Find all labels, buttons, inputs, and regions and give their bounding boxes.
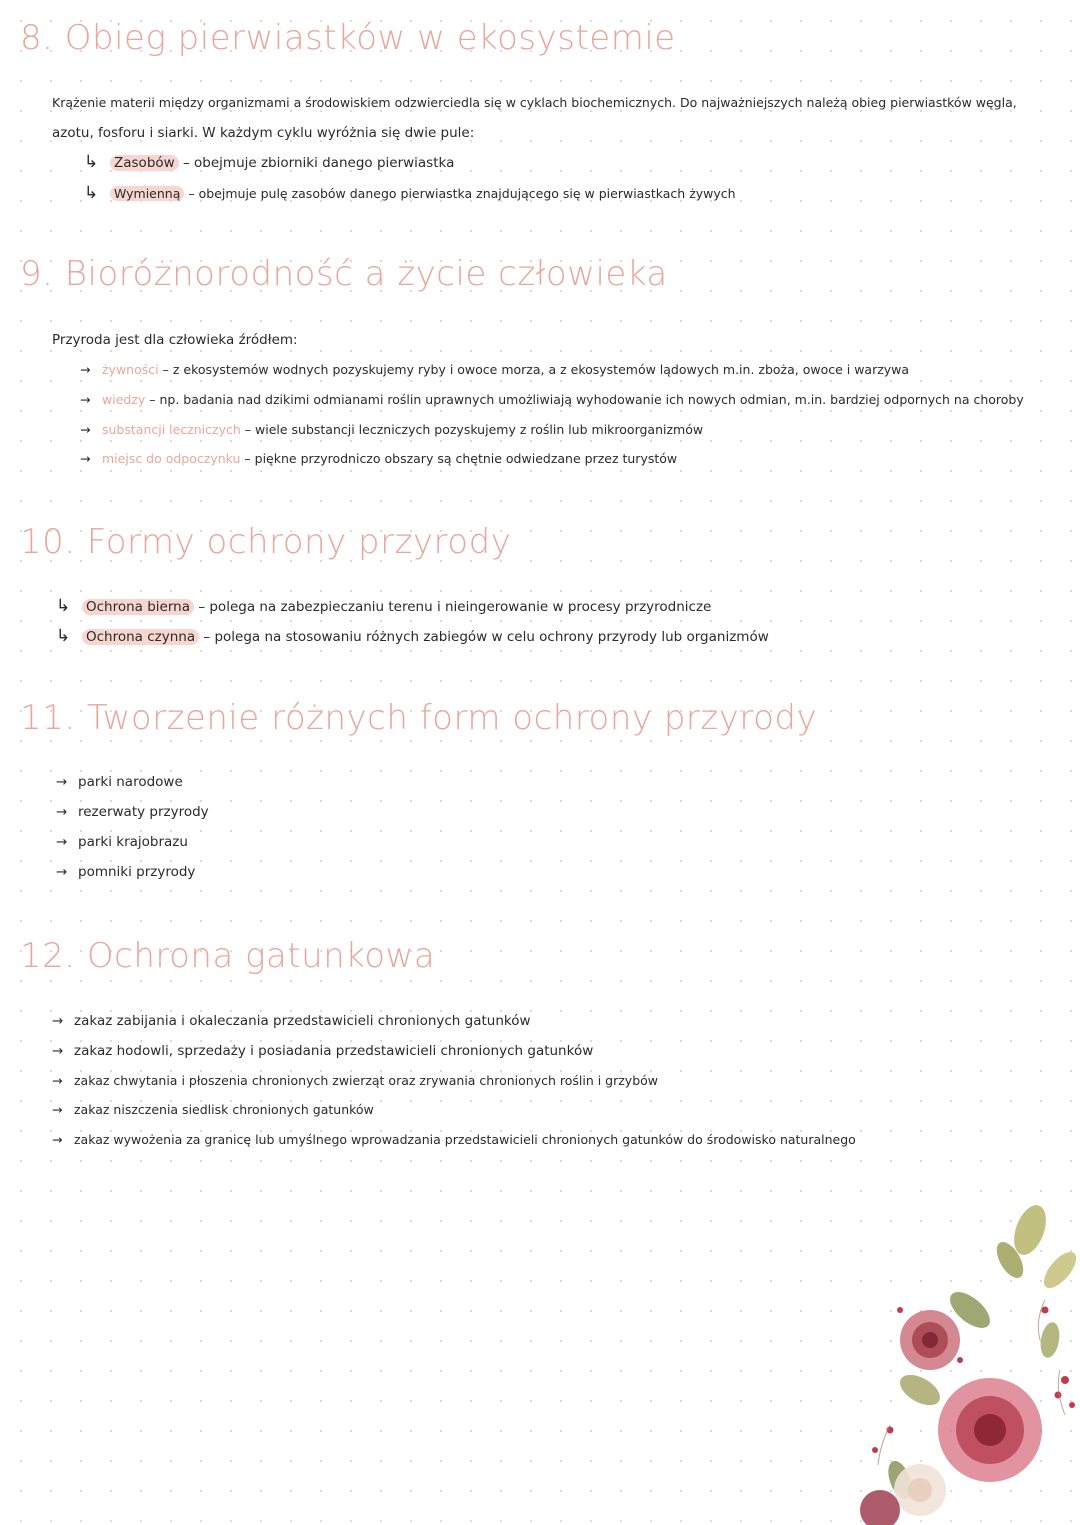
hook-arrow-icon: ↳ [56,626,71,646]
section-12-item-5: → zakaz wywożenia za granicę lub umyślnego wprowadzania przedstawicieli chronionych gatunków do środowisko naturalnego [52,1132,856,1147]
term-ochrona-bierna: Ochrona bierna [82,599,194,615]
section-8-item-1: ↳ Zasobów – obejmuje zbiorniki danego pierwiastka [84,152,455,172]
section-10-item-1: ↳ Ochrona bierna – polega na zabezpieczaniu terenu i nieingerowanie w procesy przyrodnicze [56,596,712,616]
section-12-item-3: → zakaz chwytania i płoszenia chronionych zwierząt oraz zrywania chronionych roślin i grzybów [52,1073,659,1088]
arrow-icon: → [56,774,68,790]
arrow-icon: → [52,1102,63,1117]
arrow-icon: → [80,362,91,377]
section-8-paragraph-line-2: azotu, fosforu i siarki. W każdym cyklu wyróżnia się dwie pule: [52,125,475,141]
section-11-title: 11. Tworzenie różnych form ochrony przyrody [20,698,818,738]
term-zywnosci: żywności [102,362,159,377]
arrow-icon: → [80,392,91,407]
term-substancji-leczniczych: substancji leczniczych [102,422,241,437]
arrow-icon: → [56,834,68,850]
section-9-title: 9. Bioróżnorodność a życie człowieka [20,254,668,294]
term-wymienna: Wymienną [110,186,184,201]
section-8-item-2: ↳ Wymienną – obejmuje pulę zasobów danego pierwiastka znajdującego się w pierwiastkach żywych [84,183,736,203]
flower-decoration-icon [860,1190,1080,1525]
arrow-icon: → [52,1073,63,1088]
section-10-title: 10. Formy ochrony przyrody [20,522,512,562]
section-8-paragraph-line-1: Krążenie materii między organizmami a środowiskiem odzwierciedla się w cyklach biochemicznych. Do najważniejszych należą obieg pierwiastków węgla, [52,95,1017,110]
section-12-item-4: → zakaz niszczenia siedlisk chronionych gatunków [52,1102,374,1117]
section-9-intro: Przyroda jest dla człowieka źródłem: [52,332,298,348]
arrow-icon: → [52,1013,64,1029]
term-zasobow: Zasobów [110,155,179,171]
section-9-item-4: → miejsc do odpoczynku – piękne przyrodniczo obszary są chętnie odwiedzane przez turystów [80,451,678,466]
arrow-icon: → [56,804,68,820]
section-9-item-1: → żywności – z ekosystemów wodnych pozyskujemy ryby i owoce morza, a z ekosystemów lądowych m.in. zboża, owoce i warzywa [80,362,910,377]
term-ochrona-czynna: Ochrona czynna [82,629,199,645]
section-12-item-2: → zakaz hodowli, sprzedaży i posiadania przedstawicieli chronionych gatunków [52,1043,594,1059]
item-description: piękne przyrodniczo obszary są chętnie odwiedzane przez turystów [254,451,678,466]
term-miejsc-do-odpoczynku: miejsc do odpoczynku [102,451,241,466]
item-description: obejmuje zbiorniki danego pierwiastka [194,155,455,171]
term-wiedzy: wiedzy [102,392,146,407]
section-11-item-2: → rezerwaty przyrody [56,804,209,820]
section-12-title: 12. Ochrona gatunkowa [20,936,436,976]
section-11-item-3: → parki krajobrazu [56,834,188,850]
section-11-item-1: → parki narodowe [56,774,183,790]
item-description: obejmuje pulę zasobów danego pierwiastka znajdującego się w pierwiastkach żywych [198,186,736,201]
hook-arrow-icon: ↳ [84,183,99,203]
item-description: np. badania nad dzikimi odmianami roślin uprawnych umożliwiają wyhodowanie ich nowych odmian, m.in. bardziej odpornych na choroby [159,392,1024,407]
hook-arrow-icon: ↳ [84,152,99,172]
item-description: wiele substancji leczniczych pozyskujemy z roślin lub mikroorganizmów [255,422,704,437]
section-9-item-2: → wiedzy – np. badania nad dzikimi odmianami roślin uprawnych umożliwiają wyhodowanie ich nowych odmian, m.in. bardziej odpornych na choroby [80,392,1024,407]
item-description: polega na zabezpieczaniu terenu i nieingerowanie w procesy przyrodnicze [209,599,712,615]
section-10-item-2: ↳ Ochrona czynna – polega na stosowaniu różnych zabiegów w celu ochrony przyrody lub organizmów [56,626,769,646]
arrow-icon: → [52,1043,64,1059]
section-8-title: 8. Obieg pierwiastków w ekosystemie [20,18,676,58]
section-9-item-3: → substancji leczniczych – wiele substancji leczniczych pozyskujemy z roślin lub mikroorganizmów [80,422,704,437]
arrow-icon: → [52,1132,63,1147]
arrow-icon: → [80,451,91,466]
item-description: z ekosystemów wodnych pozyskujemy ryby i owoce morza, a z ekosystemów lądowych m.in. zboża, owoce i warzywa [172,362,910,377]
arrow-icon: → [56,864,68,880]
section-11-item-4: → pomniki przyrody [56,864,196,880]
section-12-item-1: → zakaz zabijania i okaleczania przedstawicieli chronionych gatunków [52,1013,531,1029]
item-description: polega na stosowaniu różnych zabiegów w celu ochrony przyrody lub organizmów [214,629,769,645]
arrow-icon: → [80,422,91,437]
hook-arrow-icon: ↳ [56,596,71,616]
